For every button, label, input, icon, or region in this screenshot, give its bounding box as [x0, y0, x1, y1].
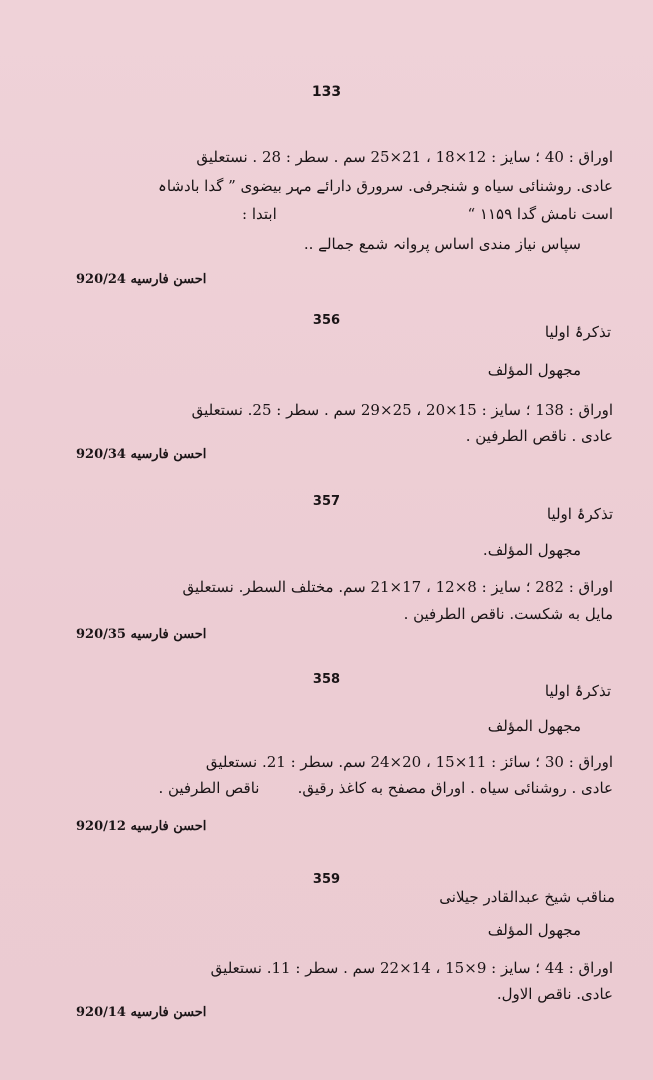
entry-358-line1: اوراق : 30 ؛ سائز : 11×15 ، 20×24 سم. سطر : 21. نستعلیق — [205, 753, 613, 771]
entry-356-number: 356 — [312, 313, 341, 328]
entry-359-title: مناقب شیخ عبدالقادر جیلانی — [439, 888, 615, 906]
entry-358-line2: عادی . روشنائی سیاه . اوراق مصفح به کاغذ رقیق. ناقص الطرفین . — [158, 779, 613, 797]
entry-355-shelfmark: احسن فارسیه 920/24 — [76, 272, 207, 287]
entry-359-number: 359 — [312, 872, 341, 887]
page-number: 133 — [311, 84, 342, 100]
entry-356-line2: عادی . ناقص الطرفین . — [465, 427, 613, 445]
entry-356-line1: اوراق : 138 ؛ سایز : 15×20 ، 25×29 سم . سطر : 25. نستعلیق — [191, 401, 613, 419]
entry-359-author: مجهول المؤلف — [487, 921, 581, 939]
entry-357-author: مجهول المؤلف. — [482, 541, 581, 559]
entry-357-line2: مایل به شکست. ناقص الطرفین . — [403, 605, 613, 623]
entry-357-number: 357 — [312, 494, 341, 509]
entry-356-title: تذکرۂ اولیا — [544, 323, 611, 341]
entry-358-author: مجهول المؤلف — [487, 717, 581, 735]
entry-359-shelfmark: احسن فارسیه 920/14 — [76, 1005, 207, 1020]
entry-355-line3: است نامش گدا ۱۱۵۹ “ ابتدا : — [242, 205, 613, 223]
entry-356-author: مجهول المؤلف — [487, 361, 581, 379]
entry-357-shelfmark: احسن فارسیه 920/35 — [76, 627, 207, 642]
entry-356-shelfmark: احسن فارسیه 920/34 — [76, 447, 207, 462]
entry-357-title: تذکرۂ اولیا — [546, 505, 613, 523]
entry-358-number: 358 — [312, 672, 341, 687]
entry-359-line2: عادی. ناقص الاول. — [496, 985, 613, 1003]
entry-355-line1: اوراق : 40 ؛ سایز : 12×18 ، 21×25 سم . سطر : 28 . نستعلیق — [196, 148, 613, 166]
entry-357-line1: اوراق : 282 ؛ سایز : 8×12 ، 17×21 سم. مختلف السطر. نستعلیق — [182, 578, 613, 596]
entry-355-incipit: سپاس نیاز مندی اساس پروانہ شمع جمالے .. — [303, 235, 581, 253]
entry-355-line2: عادی. روشنائی سیاه و شنجرفی. سرورق دارائے مہر بیضوی ” گدا بادشاہ — [158, 177, 613, 195]
entry-358-shelfmark: احسن فارسیه 920/12 — [76, 819, 207, 834]
entry-358-title: تذکرۂ اولیا — [544, 682, 611, 700]
entry-359-line1: اوراق : 44 ؛ سایز : 9×15 ، 14×22 سم . سطر : 11. نستعلیق — [210, 959, 613, 977]
